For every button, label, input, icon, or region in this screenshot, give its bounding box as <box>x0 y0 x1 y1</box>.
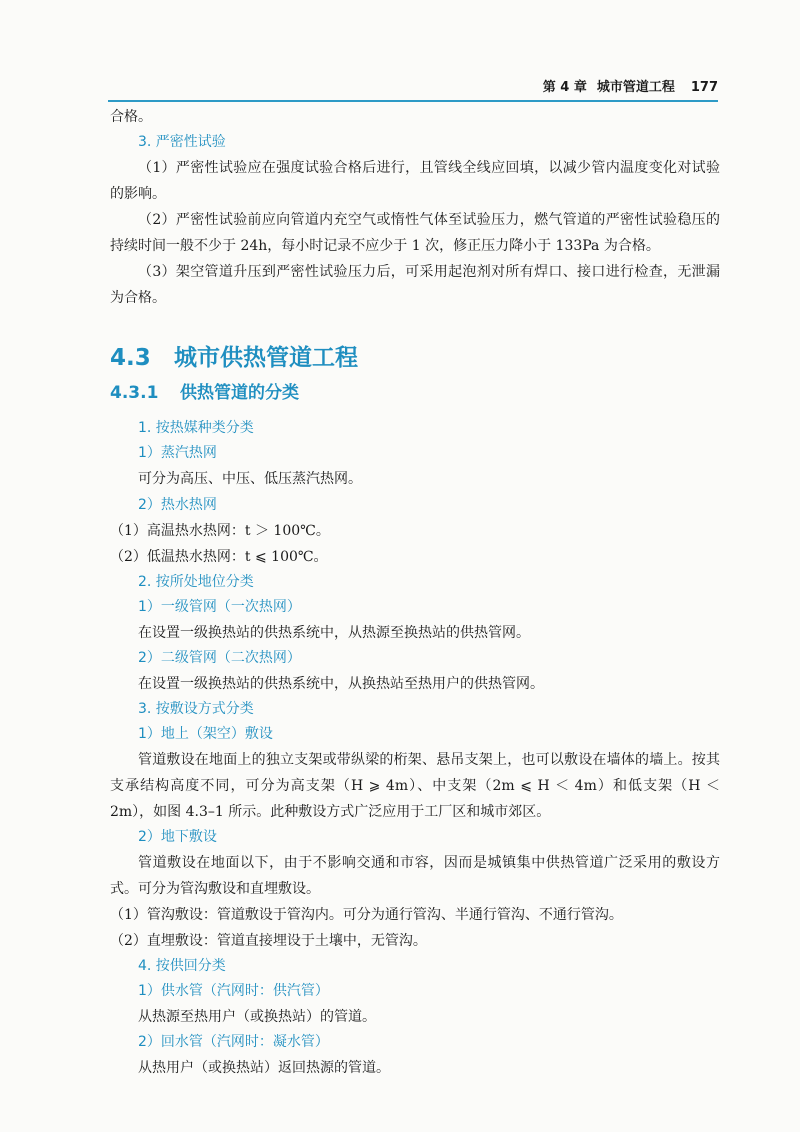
page-number: 177 <box>690 80 718 95</box>
section-heading <box>110 342 720 374</box>
list-item: （2）低温热水热网：t ⩽ 100℃。 <box>110 549 328 565</box>
subheading: 4. 按供回分类 <box>138 958 226 974</box>
subsection-heading <box>110 380 720 406</box>
paragraph: （2）严密性试验前应向管道内充空气或惰性气体至试验压力，燃气管道的严密性试验稳压的持续时间一般不少于 24h，每小时记录不应少于 1 次，修正压力降小于 133Pa 为合格。 <box>110 212 720 254</box>
list-item: （1）管沟敷设：管道敷设于管沟内。可分为通行管沟、半通行管沟、不通行管沟。 <box>110 907 623 923</box>
running-header <box>108 74 718 102</box>
paragraph: 合格。 <box>110 109 152 125</box>
paragraph: 管道敷设在地面以下，由于不影响交通和市容，因而是城镇集中供热管道广泛采用的敷设方式。可分为管沟敷设和直埋敷设。 <box>110 855 720 897</box>
subheading: 2. 按所处地位分类 <box>138 574 254 590</box>
list-item: （2）直埋敷设：管道直接埋设于土壤中，无管沟。 <box>110 933 427 949</box>
paragraph: 在设置一级换热站的供热系统中，从换热站至热用户的供热管网。 <box>138 676 544 692</box>
subheading: 1）地上（架空）敷设 <box>138 726 273 742</box>
subheading-tightness-test: 3. 严密性试验 <box>138 134 226 150</box>
section-title: 城市供热管道工程 <box>174 345 358 371</box>
paragraph: 可分为高压、中压、低压蒸汽热网。 <box>138 471 362 487</box>
subheading: 2）回水管（汽网时：凝水管） <box>138 1034 329 1050</box>
chapter-label: 第 4 章 <box>542 80 587 95</box>
subheading: 1. 按热媒种类分类 <box>138 420 254 436</box>
running-header-text <box>543 76 718 95</box>
section-number: 4.3 <box>110 345 151 371</box>
subheading: 2）二级管网（二次热网） <box>138 650 301 666</box>
subsection-number: 4.3.1 <box>110 383 159 403</box>
subheading: 2）热水热网 <box>138 497 217 513</box>
paragraph: 从热源至热用户（或换热站）的管道。 <box>138 1009 376 1025</box>
paragraph: 在设置一级换热站的供热系统中，从热源至换热站的供热管网。 <box>138 625 530 641</box>
list-item: （1）高温热水热网：t ＞ 100℃。 <box>110 523 330 539</box>
subsection-title: 供热管道的分类 <box>180 383 299 403</box>
subheading: 1）蒸汽热网 <box>138 445 217 461</box>
paragraph: （1）严密性试验应在强度试验合格后进行，且管线全线应回填，以减少管内温度变化对试验的影响。 <box>110 160 720 202</box>
subheading: 2）地下敷设 <box>138 829 217 845</box>
subheading: 3. 按敷设方式分类 <box>138 701 254 717</box>
chapter-title: 城市管道工程 <box>596 80 675 95</box>
paragraph: 管道敷设在地面上的独立支架或带纵梁的桁架、悬吊支架上，也可以敷设在墙体的墙上。按其支承结构高度不同，可分为高支架（H ⩾ 4m）、中支架（2m ⩽ H ＜ 4m）和低支架（H ＜ 2m），如图 4.3–1 所示。此种敷设方式广泛应用于工厂区和城市郊区。 <box>110 752 720 820</box>
subheading: 1）供水管（汽网时：供汽管） <box>138 983 329 999</box>
page-body <box>110 104 720 1081</box>
subheading: 1）一级管网（一次热网） <box>138 599 301 615</box>
paragraph: 从热用户（或换热站）返回热源的管道。 <box>138 1060 390 1076</box>
paragraph: （3）架空管道升压到严密性试验压力后，可采用起泡剂对所有焊口、接口进行检查，无泄漏为合格。 <box>110 264 720 306</box>
